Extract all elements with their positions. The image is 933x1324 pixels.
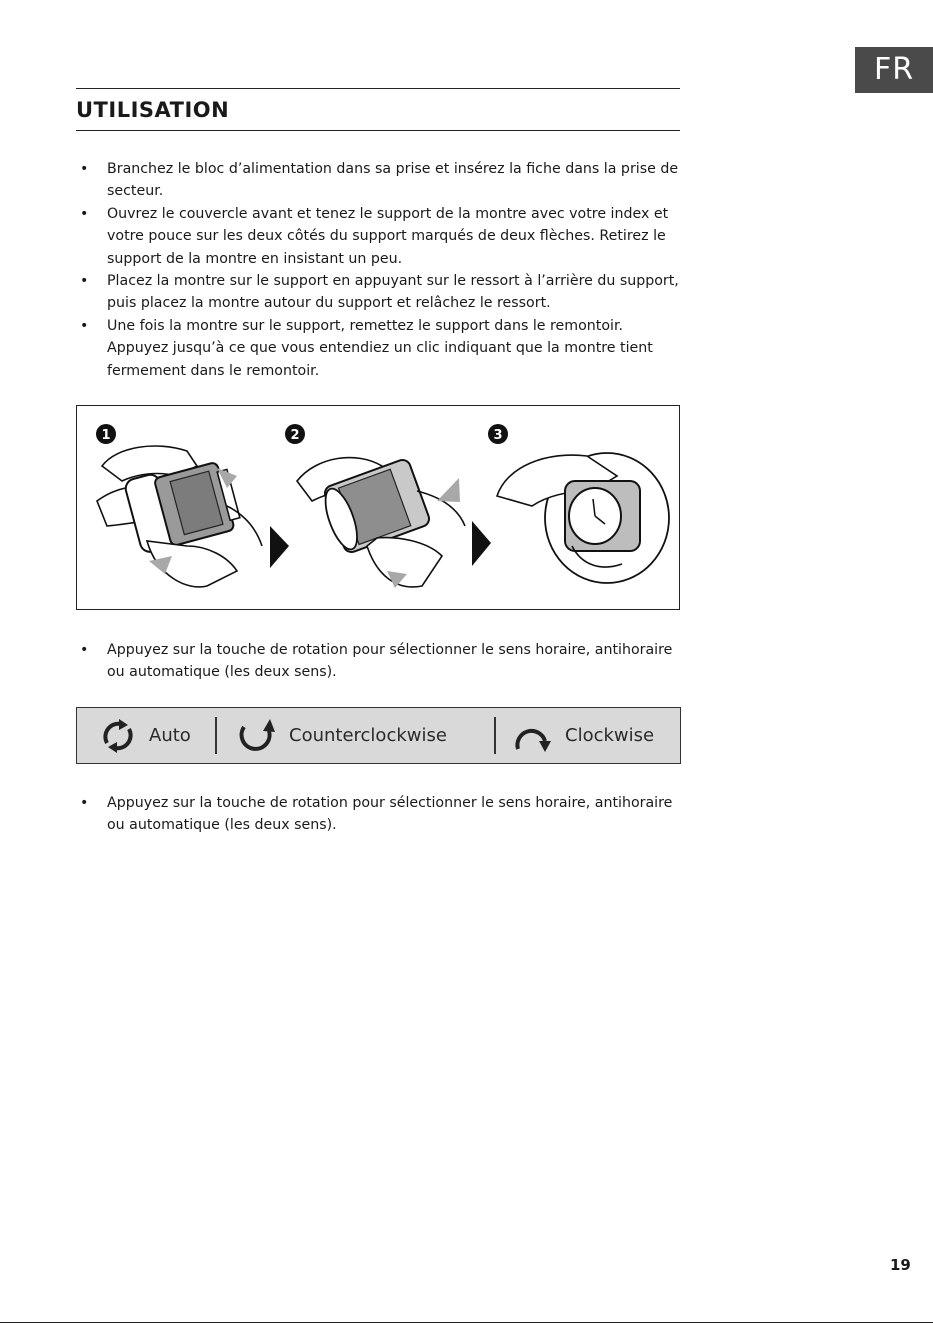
divider <box>494 717 496 754</box>
rotation-mode-counterclockwise <box>237 708 447 763</box>
bullet-icon: • <box>80 161 89 177</box>
step-number-label: 1 <box>101 428 111 443</box>
clockwise-icon <box>513 719 553 753</box>
list-item: • Appuyez sur la touche de rotation pour sélectionner le sens horaire, antihoraire ou automatique (les deux sens). <box>76 639 680 684</box>
step-3-illustration <box>488 424 669 583</box>
auto-label: Auto <box>149 725 191 746</box>
press-arrow-icon <box>437 478 460 502</box>
bullet-icon: • <box>80 205 89 222</box>
bullet-icon: • <box>80 273 89 290</box>
step-2-illustration <box>285 424 491 588</box>
counterclockwise-icon <box>237 719 277 753</box>
page-number: 19 <box>890 1256 911 1274</box>
clockwise-label: Clockwise <box>565 725 655 746</box>
title-bottom-rule <box>76 130 680 131</box>
section-title: UTILISATION <box>76 98 230 122</box>
divider <box>215 717 217 754</box>
rotation-mode-bar <box>76 707 681 764</box>
bullet-icon: • <box>80 317 89 334</box>
language-tab: FR <box>855 47 933 93</box>
page-bottom-rule <box>0 1322 933 1323</box>
bullet-icon: • <box>80 642 89 658</box>
list-item: • Ouvrez le couvercle avant et tenez le support de la montre avec votre index et votre pouce sur les deux côtés du support marqués de deux flèches. Retirez le support de la montre en insistant un peu. <box>76 203 680 270</box>
step-1-illustration <box>96 424 289 587</box>
list-item: • Branchez le bloc d’alimentation dans sa prise et insérez la fiche dans la prise de secteur. <box>76 158 680 203</box>
instructions-list-bottom <box>76 792 680 837</box>
instructions-list-middle <box>76 639 680 684</box>
instructions-list-top <box>76 158 680 382</box>
step-number-label: 2 <box>290 428 300 443</box>
step-number-label: 3 <box>493 428 503 443</box>
rotation-mode-clockwise <box>513 708 654 763</box>
title-top-rule <box>76 88 680 89</box>
list-item: • Placez la montre sur le support en appuyant sur le ressort à l’arrière du support, puis placez la montre autour du support et relâchez le ressort. <box>76 270 680 315</box>
counterclockwise-label: Counterclockwise <box>289 725 447 746</box>
rotation-mode-auto <box>99 708 191 763</box>
list-item: • Une fois la montre sur le support, remettez le support dans le remontoir. Appuyez jusqu’à ce que vous entendiez un clic indiquant que la montre tient fermement dans le remontoir. <box>76 315 680 382</box>
steps-illustration <box>76 405 680 610</box>
next-step-arrow-icon <box>472 521 491 566</box>
next-step-arrow-icon <box>270 526 289 568</box>
list-item: • Appuyez sur la touche de rotation pour sélectionner le sens horaire, antihoraire ou automatique (les deux sens). <box>76 792 680 837</box>
auto-rotation-icon <box>99 719 137 753</box>
bullet-icon: • <box>80 795 89 811</box>
